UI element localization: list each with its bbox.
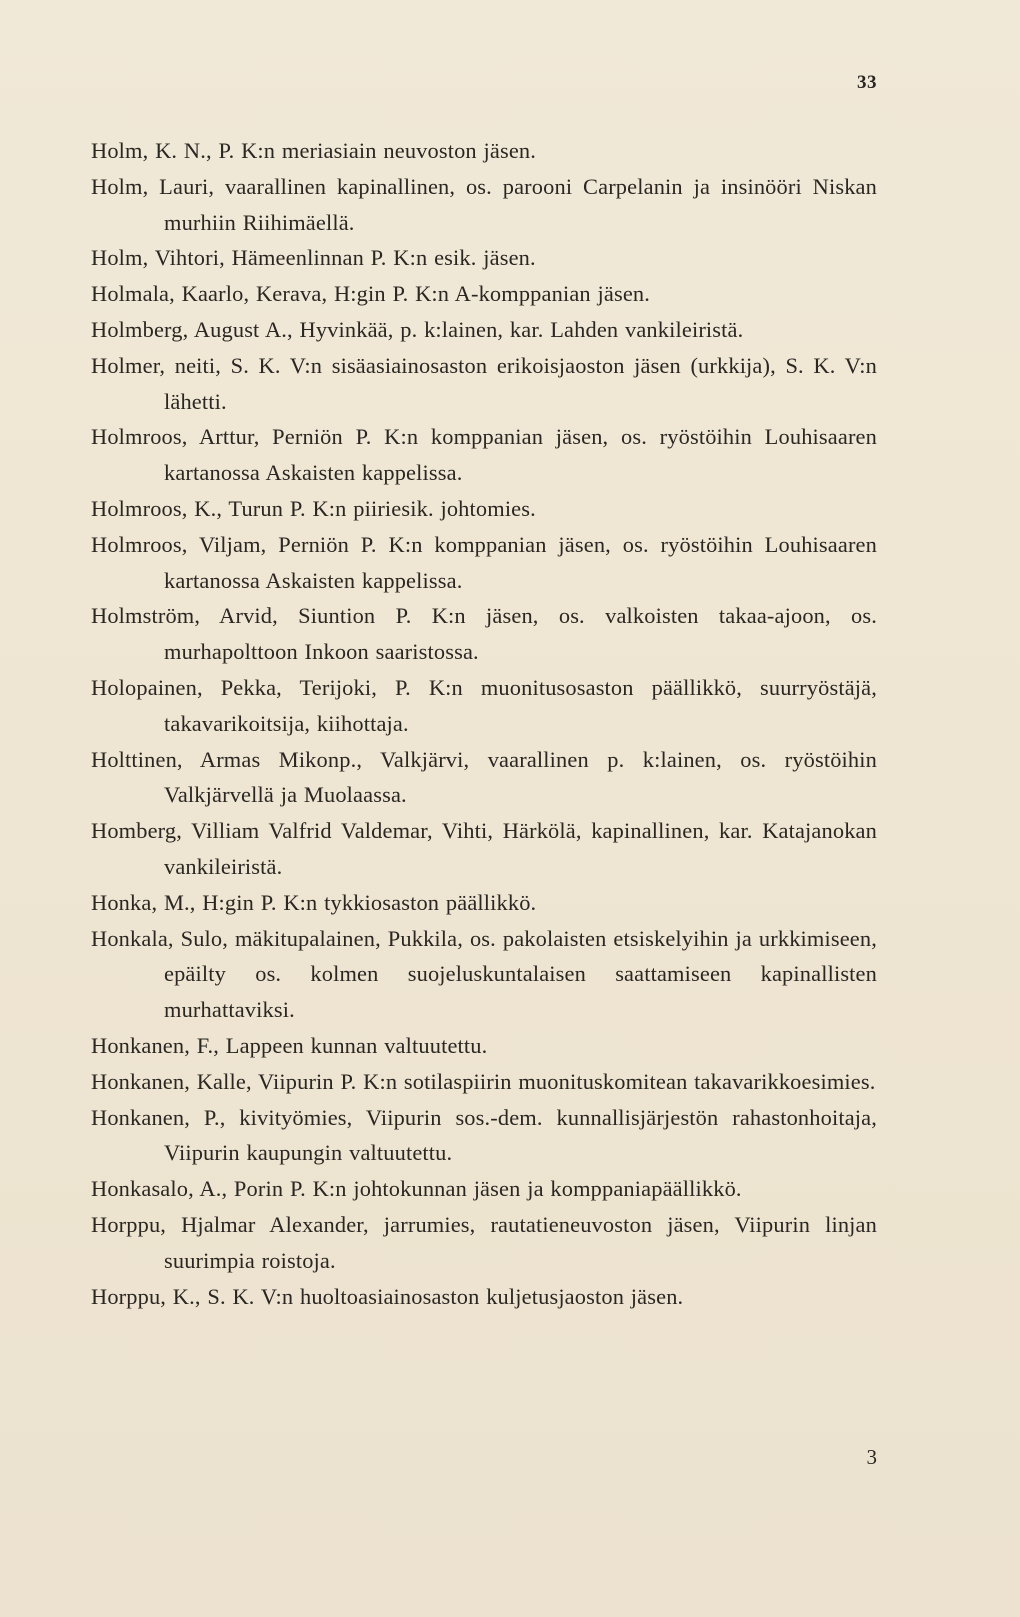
list-item: Holm, Vihtori, Hämeenlinnan P. K:n esik. jäsen. [91, 245, 536, 271]
list-item: Honka, M., H:gin P. K:n tykkiosaston päällikkö. [91, 889, 537, 915]
entry-list [91, 133, 877, 1314]
list-item: Honkanen, Kalle, Viipurin P. K:n sotilaspiirin muonituskomitean takavarikkoesimies. [91, 1068, 876, 1094]
list-item: Honkala, Sulo, mäkitupalainen, Pukkila, os. pakolaisten etsiskelyihin ja urkkimiseen, epäilty os. kolmen suojeluskuntalaisen saattamiseen kapinallisten murhattaviksi. [91, 925, 877, 1023]
list-item: Holmström, Arvid, Siuntion P. K:n jäsen, os. valkoisten takaa-ajoon, os. murhapolttoon Inkoon saaristossa. [91, 603, 877, 665]
list-item: Holm, K. N., P. K:n meriasiain neuvoston jäsen. [91, 138, 537, 163]
list-item: Holmroos, K., Turun P. K:n piiriesik. johtomies. [91, 495, 536, 521]
list-item: Holm, Lauri, vaarallinen kapinallinen, os. parooni Carpelanin ja insinööri Niskan murhiin Riihimäellä. [91, 173, 877, 235]
list-item: Holmer, neiti, S. K. V:n sisäasiainosaston erikoisjaoston jäsen (urkkija), S. K. V:n lähetti. [91, 352, 877, 414]
list-item: Horppu, Hjalmar Alexander, jarrumies, rautatieneuvoston jäsen, Viipurin linjan suurimpia roistoja. [91, 1211, 877, 1273]
list-item: Homberg, Villiam Valfrid Valdemar, Vihti, Härkölä, kapinallinen, kar. Katajanokan vankileiristä. [91, 818, 877, 879]
list-item: Holttinen, Armas Mikonp., Valkjärvi, vaarallinen p. k:lainen, os. ryöstöihin Valkjärvellä ja Muolaassa. [91, 746, 877, 808]
list-item: Holmala, Kaarlo, Kerava, H:gin P. K:n A-komppanian jäsen. [91, 281, 651, 307]
list-item: Holmroos, Viljam, Perniön P. K:n komppanian jäsen, os. ryöstöihin Louhisaaren kartanossa Askaisten kappelissa. [91, 531, 877, 593]
signature-mark: 3 [866, 1445, 877, 1469]
list-item: Honkasalo, A., Porin P. K:n johtokunnan jäsen ja komppaniapäällikkö. [91, 1176, 742, 1202]
page-number: 33 [857, 72, 877, 93]
list-item: Honkanen, F., Lappeen kunnan valtuutettu. [91, 1032, 488, 1058]
list-item: Honkanen, P., kivityömies, Viipurin sos.-dem. kunnallisjärjestön rahastonhoitaja, Viipurin kaupungin valtuutettu. [91, 1104, 877, 1166]
list-item: Holopainen, Pekka, Terijoki, P. K:n muonitusosaston päällikkö, suurryöstäjä, takavarikoitsija, kiihottaja. [91, 674, 877, 736]
list-item: Holmberg, August A., Hyvinkää, p. k:lainen, kar. Lahden vankileiristä. [91, 316, 744, 342]
list-item: Horppu, K., S. K. V:n huoltoasiainosaston kuljetusjaoston jäsen. [91, 1283, 684, 1309]
list-item: Holmroos, Arttur, Perniön P. K:n komppanian jäsen, os. ryöstöihin Louhisaaren kartanossa Askaisten kappelissa. [91, 424, 877, 486]
